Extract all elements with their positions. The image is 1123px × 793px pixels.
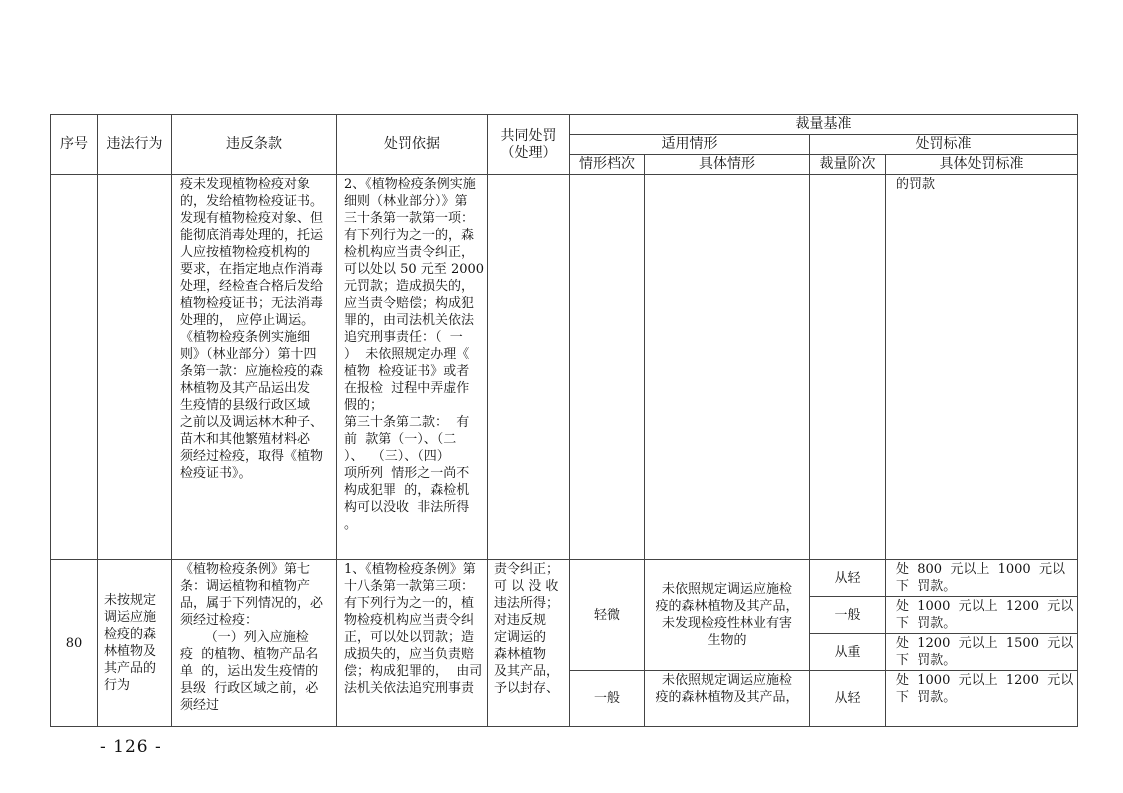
row80-detail-general: 未依照规定调运应施检 疫的森林植物及其产品， [645, 671, 810, 727]
row80-basis: 1、《植物检疫条例》第 十八条第一款第三项： 有下列行为之一的，植 物检疫机构应当责令纠 正，可以处以罚款；造 成损失的，应当负责赔 偿；构成犯罪的， 由司 法机关依法追究刑事责 [337, 560, 488, 727]
header-standard: 处罚标准 [810, 135, 1078, 155]
table-row [51, 175, 1078, 560]
row80-stage-heavy: 从重 [810, 634, 886, 671]
continuation-clause: 疫未发现植物检疫对象 的，发给植物检疫证书。 发现有植物检疫对象、但 能彻底消毒处理的，托运 人应按植物检疫机构的 要求，在指定地点作消毒 处理，经检查合格后发给 植物检疫证书；无法消毒 处理的， 应停止调运。 《植物检疫条例实施细 则》（林业部分）第十四 条第一款：应施检疫的森 林植物及其产品运出发 生疫情的县级行政区域 之前以及调运林木种子、 苗木和其他繁殖材料必 须经过检疫，取得《植物 检疫证书》。 [172, 175, 337, 560]
row80-stage-general: 一般 [810, 597, 886, 634]
row80-level-minor: 轻微 [570, 560, 645, 671]
row80-common: 责令纠正； 可 以 没 收 违法所得； 对违反规 定调运的 森林植物 及其产品， 予以封存、 [488, 560, 570, 727]
header-seq: 序号 [51, 115, 98, 175]
header-discretion: 裁量基准 [570, 115, 1078, 135]
row80-penalty-general-light: 处 1000 元以上 1200 元以 下 罚款。 [886, 671, 1078, 727]
row80-stage-light: 从轻 [810, 560, 886, 597]
header-row-1 [51, 115, 1078, 135]
row80-stage-general-light: 从轻 [810, 671, 886, 727]
continuation-seq [51, 175, 98, 560]
header-detail: 具体情形 [645, 155, 810, 175]
header-penalty: 具体处罚标准 [886, 155, 1078, 175]
row80-penalty-light: 处 800 元以上 1000 元以 下 罚款。 [886, 560, 1078, 597]
header-clause: 违反条款 [172, 115, 337, 175]
continuation-stage [810, 175, 886, 560]
continuation-violation [98, 175, 172, 560]
continuation-basis: 2、《植物检疫条例实施 细则（林业部分）》第 三十条第一款第一项： 有下列行为之一的，森 检机构应当责令纠正， 可以处以 50 元至 2000 元罚款；造成损失的， 应当责令赔偿；构成犯 罪的，由司法机关依法 追究刑事责任：（ 一 ） 未依照规定办理《 植物 检疫证书》或者 在报检 过程中弄虚作 假的； 第三十条第二款： 有 前 款第（一）、（二 ）、 （三）、（四） 项所列 情形之一尚不 构成犯罪 的，森检机 构可以没收 非法所得 。 [337, 175, 488, 560]
header-violation: 违法行为 [98, 115, 172, 175]
table-row [51, 560, 1078, 597]
row80-clause: 《植物检疫条例》第七 条：调运植物和植物产 品，属于下列情况的，必 须经过检疫： （一）列入应施检 疫 的植物、植物产品名 单 的，运出发生疫情的 县级 行政区域之前，必 须经过 [172, 560, 337, 727]
discretion-table [50, 114, 1078, 727]
row80-seq: 80 [51, 560, 98, 727]
header-stage: 裁量阶次 [810, 155, 886, 175]
row80-detail-minor: 未依照规定调运应施检 疫的森林植物及其产品， 未发现检疫性林业有害 生物的 [645, 560, 810, 671]
row80-penalty-general: 处 1000 元以上 1200 元以 下 罚款。 [886, 597, 1078, 634]
continuation-level [570, 175, 645, 560]
row80-penalty-heavy: 处 1200 元以上 1500 元以 下 罚款。 [886, 634, 1078, 671]
continuation-common [488, 175, 570, 560]
header-applicable: 适用情形 [570, 135, 810, 155]
header-basis: 处罚依据 [337, 115, 488, 175]
continuation-detail [645, 175, 810, 560]
header-level: 情形档次 [570, 155, 645, 175]
header-common: 共同处罚 （处理） [488, 115, 570, 175]
continuation-penalty: 的罚款 [886, 175, 1078, 560]
row80-level-general: 一般 [570, 671, 645, 727]
row80-violation: 未按规定 调运应施 检疫的森 林植物及 其产品的 行为 [98, 560, 172, 727]
page-number: - 126 - [100, 737, 162, 757]
